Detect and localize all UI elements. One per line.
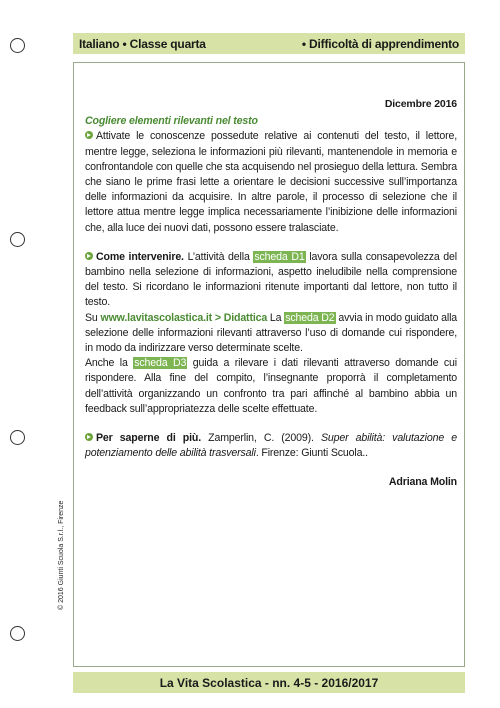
header-topic: • Difficoltà di apprendimento bbox=[301, 36, 459, 51]
article-body bbox=[85, 97, 457, 491]
page-footer bbox=[73, 672, 465, 693]
binder-hole bbox=[10, 232, 25, 247]
worksheet-tag-d1: scheda D1 bbox=[254, 250, 305, 263]
paragraph-how-to-intervene: Come intervenire. L’attività della scheda D1 lavora sulla consapevolezza del bambino nella selezione di informazioni, aspetto ineludibile nella comprensione del testo. Si ricordano le informazioni ritenute importanti dal lettore, non tutto il testo. bbox=[85, 250, 457, 309]
bullet-arrow-icon bbox=[85, 252, 93, 260]
paragraph-intro: Attivate le conoscenze possedute relative ai contenuti del testo, il lettore, mentre legge, seleziona le informazioni più rilevanti, mantenendole in memoria e confrontandole con quelle che sta acquisendo nel prosieguo della lettura. Sembra che siano le prime frasi lette a orientare le decisioni successive sull’importanza delle informazioni da acquisire. In altre parole, il processo di selezione che il lettore attua mentre legge implica necessariamente l’inibizione delle informazioni che, alla luce dei nuovi dati, possono essere tralasciate. bbox=[85, 130, 457, 234]
binder-hole bbox=[10, 626, 25, 641]
binder-hole bbox=[10, 430, 25, 445]
worksheet-tag-d3: scheda D3 bbox=[134, 357, 187, 370]
footer-publication: La Vita Scolastica - nn. 4-5 - 2016/2017 bbox=[159, 675, 379, 690]
binder-hole bbox=[10, 38, 25, 53]
paragraph-online: Su www.lavitascolastica.it > Didattica La scheda D2 avvia in modo guidato alla selezione delle informazioni rilevanti attraverso l’uso di domande cui rispondere, in modo da indirizzare verso determinate scelte. bbox=[85, 311, 458, 355]
author-name: Adriana Molin bbox=[388, 476, 457, 489]
copyright-note: © 2016 Giunti Scuola S.r.l., Firenze bbox=[58, 500, 65, 610]
paragraph-further-reading: Per saperne di più. Zamperlin, C. (2009). Super abilità: valutazione e potenziamento delle abilità trasversali. Firenze: Giunti Scuola.. bbox=[85, 432, 458, 460]
page-header bbox=[73, 33, 465, 54]
book-title: Super abilità: valutazione e potenziamento delle abilità trasversali bbox=[85, 432, 458, 460]
paragraph-d3: Anche la scheda D3 guida a rilevare i dati rilevanti attraverso domande cui rispondere. Alla fine del compito, l’insegnante proporrà il completamento dell’attività organizzando un confronto tra pari affinché al bambino abbia un feedback sull’appropriatezza delle scelte effettuate. bbox=[85, 357, 457, 415]
website-link[interactable]: www.lavitascolastica.it > Didattica bbox=[100, 311, 268, 324]
worksheet-tag-d2: scheda D2 bbox=[285, 311, 335, 324]
bullet-arrow-icon bbox=[85, 131, 93, 139]
article-date: Dicembre 2016 bbox=[384, 98, 457, 110]
section-lead: Come intervenire. bbox=[96, 250, 184, 263]
article-title: Cogliere elementi rilevanti nel testo bbox=[85, 115, 258, 128]
bullet-arrow-icon bbox=[85, 433, 93, 441]
section-lead: Per saperne di più. bbox=[96, 432, 201, 445]
header-subject: Italiano • Classe quarta bbox=[79, 36, 206, 51]
